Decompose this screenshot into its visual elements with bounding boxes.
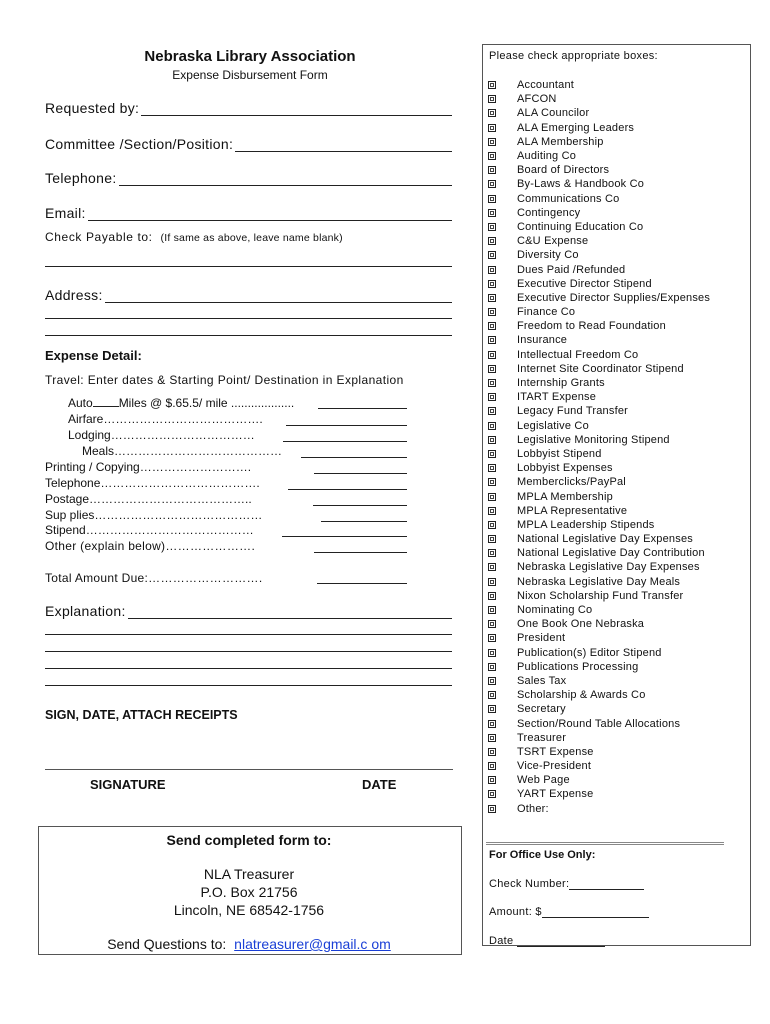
category-checkbox-item[interactable]: [486, 333, 746, 347]
category-checkbox-item[interactable]: [486, 291, 746, 305]
auto-miles-line[interactable]: [93, 406, 119, 407]
category-checkbox-item[interactable]: [486, 674, 746, 688]
auto-label: Auto: [68, 396, 93, 410]
postage-amount-line[interactable]: [313, 505, 407, 506]
category-checkbox-item[interactable]: [486, 617, 746, 631]
checkbox[interactable]: [488, 720, 496, 728]
explanation-line-3[interactable]: [45, 651, 452, 652]
committee-field[interactable]: [45, 136, 452, 152]
stipend-label: Stipend……………………………………: [45, 523, 254, 537]
checkbox[interactable]: [488, 478, 496, 486]
auto-row: [68, 396, 294, 410]
checkbox-label: Publication(s) Editor Stipend: [517, 646, 662, 659]
check-number-label: Check Number:: [489, 878, 570, 890]
send-heading: Send completed form to:: [166, 832, 332, 848]
check-payable-note: (If same as above, leave name blank): [160, 232, 343, 244]
checkbox[interactable]: [488, 407, 496, 415]
checkbox-label: National Legislative Day Expenses: [517, 533, 693, 546]
total-label: Total Amount Due:……………………….: [45, 571, 263, 585]
checkbox[interactable]: [488, 365, 496, 373]
questions-row: [38, 936, 460, 952]
signature-label: SIGNATURE: [90, 777, 166, 792]
checkbox-label: Nebraska Legislative Day Expenses: [517, 561, 700, 574]
checkbox-label: MPLA Representative: [517, 504, 628, 517]
category-checkbox-item[interactable]: [486, 192, 746, 206]
checkbox-label: Secretary: [517, 703, 566, 716]
checkbox-label: Sales Tax: [517, 674, 567, 687]
explanation-line-5[interactable]: [45, 685, 452, 686]
category-checkbox-item[interactable]: [486, 773, 746, 787]
category-checkbox-item[interactable]: [486, 149, 746, 163]
total-amount-line[interactable]: [317, 583, 407, 584]
checkbox[interactable]: [488, 251, 496, 259]
checkbox-label: ITART Expense: [517, 391, 597, 404]
category-checkbox-item[interactable]: [486, 121, 746, 135]
checkbox[interactable]: [488, 166, 496, 174]
checkbox-label: Board of Directors: [517, 164, 610, 177]
treasurer-email-link[interactable]: nlatreasurer@gmail.c om: [234, 936, 391, 952]
checkbox-label: Auditing Co: [517, 150, 577, 163]
checkbox-label: Memberclicks/PayPal: [517, 476, 626, 489]
category-checkbox-item[interactable]: [486, 532, 746, 546]
checkbox-label: MPLA Membership: [517, 490, 613, 503]
explanation-line-2[interactable]: [45, 634, 452, 635]
checkbox[interactable]: [488, 308, 496, 316]
meals-amount-line[interactable]: [301, 457, 407, 458]
check-number-line[interactable]: [569, 877, 644, 890]
checkbox[interactable]: [488, 578, 496, 586]
category-checkbox-item[interactable]: [486, 106, 746, 120]
category-checkbox-item[interactable]: [486, 163, 746, 177]
category-checkbox-item[interactable]: [486, 177, 746, 191]
office-date-label: Date: [489, 935, 514, 947]
email-label: Email:: [45, 205, 86, 221]
category-checkbox-item[interactable]: [486, 787, 746, 801]
auto-amount-line[interactable]: [318, 408, 407, 409]
lodging-amount-line[interactable]: [283, 441, 407, 442]
postage-label: Postage…………………………………..: [45, 492, 252, 506]
checkbox[interactable]: [488, 336, 496, 344]
category-checkbox-item[interactable]: [486, 206, 746, 220]
checkbox[interactable]: [488, 109, 496, 117]
checkbox-label: Treasurer: [517, 731, 567, 744]
telephone-field[interactable]: [45, 170, 452, 186]
checkbox-label: President: [517, 632, 566, 645]
date-label: DATE: [362, 777, 397, 792]
checkbox-label: TSRT Expense: [517, 745, 594, 758]
checkbox-label: ALA Emerging Leaders: [517, 121, 635, 134]
checkbox[interactable]: [488, 691, 496, 699]
category-checkbox-item[interactable]: [486, 489, 746, 503]
checkbox[interactable]: [488, 180, 496, 188]
printing-label: Printing / Copying……………………….: [45, 460, 252, 474]
checkbox[interactable]: [488, 563, 496, 571]
checkbox-label: Lobbyist Stipend: [517, 447, 602, 460]
committee-label: Committee /Section/Position:: [45, 136, 234, 152]
category-checkbox-item[interactable]: [486, 234, 746, 248]
telephone-label: Telephone:: [45, 170, 117, 186]
check-payable-line[interactable]: [45, 266, 452, 267]
category-checkbox-item[interactable]: [486, 731, 746, 745]
checkbox[interactable]: [488, 493, 496, 501]
address-line-1[interactable]: [105, 288, 452, 303]
amount-line[interactable]: [542, 905, 649, 918]
checkbox-label: Internship Grants: [517, 377, 605, 390]
committee-line[interactable]: [235, 137, 452, 152]
category-checkbox-item[interactable]: [486, 390, 746, 404]
category-checkbox-list: [486, 78, 746, 816]
category-checkbox-item[interactable]: [486, 504, 746, 518]
category-checkbox-item[interactable]: [486, 802, 746, 816]
explanation-label: Explanation:: [45, 603, 126, 619]
checkbox[interactable]: [488, 237, 496, 245]
office-heading: For Office Use Only:: [489, 849, 596, 861]
telephone-amount-line[interactable]: [288, 489, 407, 490]
category-checkbox-item[interactable]: [486, 433, 746, 447]
category-checkbox-item[interactable]: [486, 92, 746, 106]
checkbox-label: MPLA Leadership Stipends: [517, 518, 655, 531]
checkbox[interactable]: [488, 209, 496, 217]
checkbox[interactable]: [488, 450, 496, 458]
category-checkbox-item[interactable]: [486, 716, 746, 730]
checkbox-label: Section/Round Table Allocations: [517, 717, 681, 730]
address-label: Address:: [45, 287, 103, 303]
checkbox[interactable]: [488, 805, 496, 813]
category-checkbox-item[interactable]: [486, 688, 746, 702]
checkbox-label: Continuing Education Co: [517, 220, 644, 233]
checkbox-label: Lobbyist Expenses: [517, 462, 613, 475]
checkbox[interactable]: [488, 280, 496, 288]
checkbox-label: Intellectual Freedom Co: [517, 348, 639, 361]
checkbox-label: By-Laws & Handbook Co: [517, 178, 645, 191]
checkbox-label: Nixon Scholarship Fund Transfer: [517, 589, 684, 602]
airfare-amount-line[interactable]: [286, 425, 407, 426]
checkbox-label: Web Page: [517, 774, 570, 787]
office-date-field[interactable]: [489, 934, 605, 947]
checkbox-label: Executive Director Supplies/Expenses: [517, 291, 711, 304]
category-checkbox-item[interactable]: [486, 447, 746, 461]
email-field[interactable]: [45, 205, 452, 221]
checkbox-label: C&U Expense: [517, 235, 589, 248]
office-divider: [486, 842, 724, 845]
checkbox-label: Communications Co: [517, 192, 620, 205]
checkbox-label: Nebraska Legislative Day Meals: [517, 575, 681, 588]
address-line-2[interactable]: [45, 318, 452, 319]
checkbox[interactable]: [488, 81, 496, 89]
check-number-field[interactable]: [489, 877, 644, 890]
checkbox-label: Nominating Co: [517, 604, 593, 617]
checkbox[interactable]: [488, 507, 496, 515]
requested-by-field[interactable]: [45, 100, 452, 116]
checkbox-label: Legislative Co: [517, 419, 589, 432]
checkbox[interactable]: [488, 294, 496, 302]
telephone-expense-label: Telephone………………………………….: [45, 476, 260, 490]
send-line-3: Lincoln, NE 68542-1756: [173, 902, 325, 918]
category-checkbox-item[interactable]: [486, 305, 746, 319]
category-checkbox-item[interactable]: [486, 745, 746, 759]
checkbox[interactable]: [488, 351, 496, 359]
checkbox-label: ALA Membership: [517, 135, 604, 148]
checkbox[interactable]: [488, 223, 496, 231]
check-payable-label: Check Payable to:: [45, 230, 153, 244]
office-date-line[interactable]: [517, 934, 605, 947]
checkbox[interactable]: [488, 634, 496, 642]
checkbox[interactable]: [488, 762, 496, 770]
checkbox-label: Legislative Monitoring Stipend: [517, 433, 670, 446]
amount-label: Amount: $: [489, 906, 542, 918]
category-checkbox-item[interactable]: [486, 220, 746, 234]
checkbox-label: Freedom to Read Foundation: [517, 320, 666, 333]
category-checkbox-item[interactable]: [486, 660, 746, 674]
send-line-2: P.O. Box 21756: [200, 884, 298, 900]
checkbox[interactable]: [488, 436, 496, 444]
address-line-3[interactable]: [45, 335, 452, 336]
requested-by-label: Requested by:: [45, 100, 140, 116]
requested-by-line[interactable]: [141, 101, 452, 116]
explanation-line-4[interactable]: [45, 668, 452, 669]
checkbox[interactable]: [488, 606, 496, 614]
category-checkbox-item[interactable]: [486, 362, 746, 376]
checkbox[interactable]: [488, 705, 496, 713]
checkbox[interactable]: [488, 393, 496, 401]
checkbox[interactable]: [488, 677, 496, 685]
checkbox[interactable]: [488, 379, 496, 387]
supplies-label: Sup plies……………………………………: [45, 508, 263, 522]
category-checkbox-item[interactable]: [486, 348, 746, 362]
category-checkbox-item[interactable]: [486, 376, 746, 390]
checkbox-label: Other:: [517, 802, 549, 815]
checkbox[interactable]: [488, 592, 496, 600]
checkbox[interactable]: [488, 95, 496, 103]
checkbox[interactable]: [488, 549, 496, 557]
printing-amount-line[interactable]: [314, 473, 407, 474]
checkbox[interactable]: [488, 776, 496, 784]
checkbox[interactable]: [488, 663, 496, 671]
checkbox-label: YART Expense: [517, 788, 594, 801]
category-checkbox-item[interactable]: [486, 589, 746, 603]
category-checkbox-item[interactable]: [486, 135, 746, 149]
category-checkbox-item[interactable]: [486, 631, 746, 645]
checkbox-label: Accountant: [517, 79, 575, 92]
travel-note: Travel: Enter dates & Starting Point/ Destination in Explanation: [45, 373, 404, 387]
category-checkbox-item[interactable]: [486, 475, 746, 489]
checkbox-label: Legacy Fund Transfer: [517, 405, 629, 418]
category-checkbox-item[interactable]: [486, 560, 746, 574]
checkbox[interactable]: [488, 535, 496, 543]
send-line-1: NLA Treasurer: [203, 866, 295, 882]
checkbox[interactable]: [488, 138, 496, 146]
category-checkbox-item[interactable]: [486, 262, 746, 276]
category-checkbox-item[interactable]: [486, 319, 746, 333]
checkbox[interactable]: [488, 464, 496, 472]
checkbox[interactable]: [488, 195, 496, 203]
checkbox[interactable]: [488, 790, 496, 798]
checkbox-label: Publications Processing: [517, 660, 639, 673]
email-line[interactable]: [88, 206, 452, 221]
checkbox-label: Vice-President: [517, 760, 592, 773]
checkbox[interactable]: [488, 620, 496, 628]
checkbox-label: Dues Paid /Refunded: [517, 263, 626, 276]
checkbox[interactable]: [488, 322, 496, 330]
stipend-amount-line[interactable]: [282, 536, 407, 537]
checkbox-label: Finance Co: [517, 306, 576, 319]
checkbox-label: Diversity Co: [517, 249, 579, 262]
telephone-line[interactable]: [119, 171, 452, 186]
checkbox-label: Internet Site Coordinator Stipend: [517, 362, 684, 375]
checkbox[interactable]: [488, 266, 496, 274]
address-field[interactable]: [45, 287, 452, 303]
category-heading: Please check appropriate boxes:: [489, 50, 658, 62]
check-payable-row: [45, 230, 343, 244]
checkbox[interactable]: [488, 748, 496, 756]
checkbox[interactable]: [488, 152, 496, 160]
form-subtitle: Expense Disbursement Form: [172, 68, 328, 82]
checkbox-label: Insurance: [517, 334, 568, 347]
category-checkbox-item[interactable]: [486, 646, 746, 660]
checkbox-label: AFCON: [517, 93, 557, 106]
checkbox-label: Scholarship & Awards Co: [517, 689, 646, 702]
category-checkbox-item[interactable]: [486, 277, 746, 291]
checkbox-label: ALA Councilor: [517, 107, 590, 120]
form-title: Nebraska Library Association: [144, 48, 356, 65]
checkbox-label: One Book One Nebraska: [517, 618, 645, 631]
meals-label: Meals……………………………………: [82, 444, 283, 458]
lodging-label: Lodging………………………………: [68, 428, 255, 442]
category-checkbox-item[interactable]: [486, 461, 746, 475]
category-checkbox-item[interactable]: [486, 518, 746, 532]
category-checkbox-item[interactable]: [486, 603, 746, 617]
category-checkbox-item[interactable]: [486, 419, 746, 433]
questions-label: Send Questions to:: [107, 936, 227, 952]
checkbox[interactable]: [488, 422, 496, 430]
category-checkbox-item[interactable]: [486, 248, 746, 262]
explanation-field[interactable]: [45, 603, 452, 619]
category-checkbox-item[interactable]: [486, 78, 746, 92]
checkbox[interactable]: [488, 521, 496, 529]
amount-field[interactable]: [489, 905, 649, 918]
category-checkbox-item[interactable]: [486, 759, 746, 773]
signature-line[interactable]: [45, 769, 453, 770]
sign-instruction: SIGN, DATE, ATTACH RECEIPTS: [45, 708, 238, 722]
category-checkbox-item[interactable]: [486, 404, 746, 418]
category-checkbox-item[interactable]: [486, 702, 746, 716]
checkbox[interactable]: [488, 734, 496, 742]
airfare-label: Airfare………………………………….: [68, 412, 263, 426]
other-amount-line[interactable]: [314, 552, 407, 553]
checkbox[interactable]: [488, 124, 496, 132]
category-checkbox-item[interactable]: [486, 546, 746, 560]
other-label: Other (explain below)………………….: [45, 539, 256, 553]
auto-rate: Miles @ $.65.5/ mile ...................: [118, 396, 295, 410]
category-checkbox-item[interactable]: [486, 575, 746, 589]
checkbox-label: Contingency: [517, 206, 581, 219]
checkbox-label: National Legislative Day Contribution: [517, 547, 705, 560]
supplies-amount-line[interactable]: [321, 521, 407, 522]
expense-heading: Expense Detail:: [45, 348, 142, 363]
checkbox[interactable]: [488, 649, 496, 657]
explanation-line-1[interactable]: [128, 604, 452, 619]
checkbox-label: Executive Director Stipend: [517, 277, 652, 290]
